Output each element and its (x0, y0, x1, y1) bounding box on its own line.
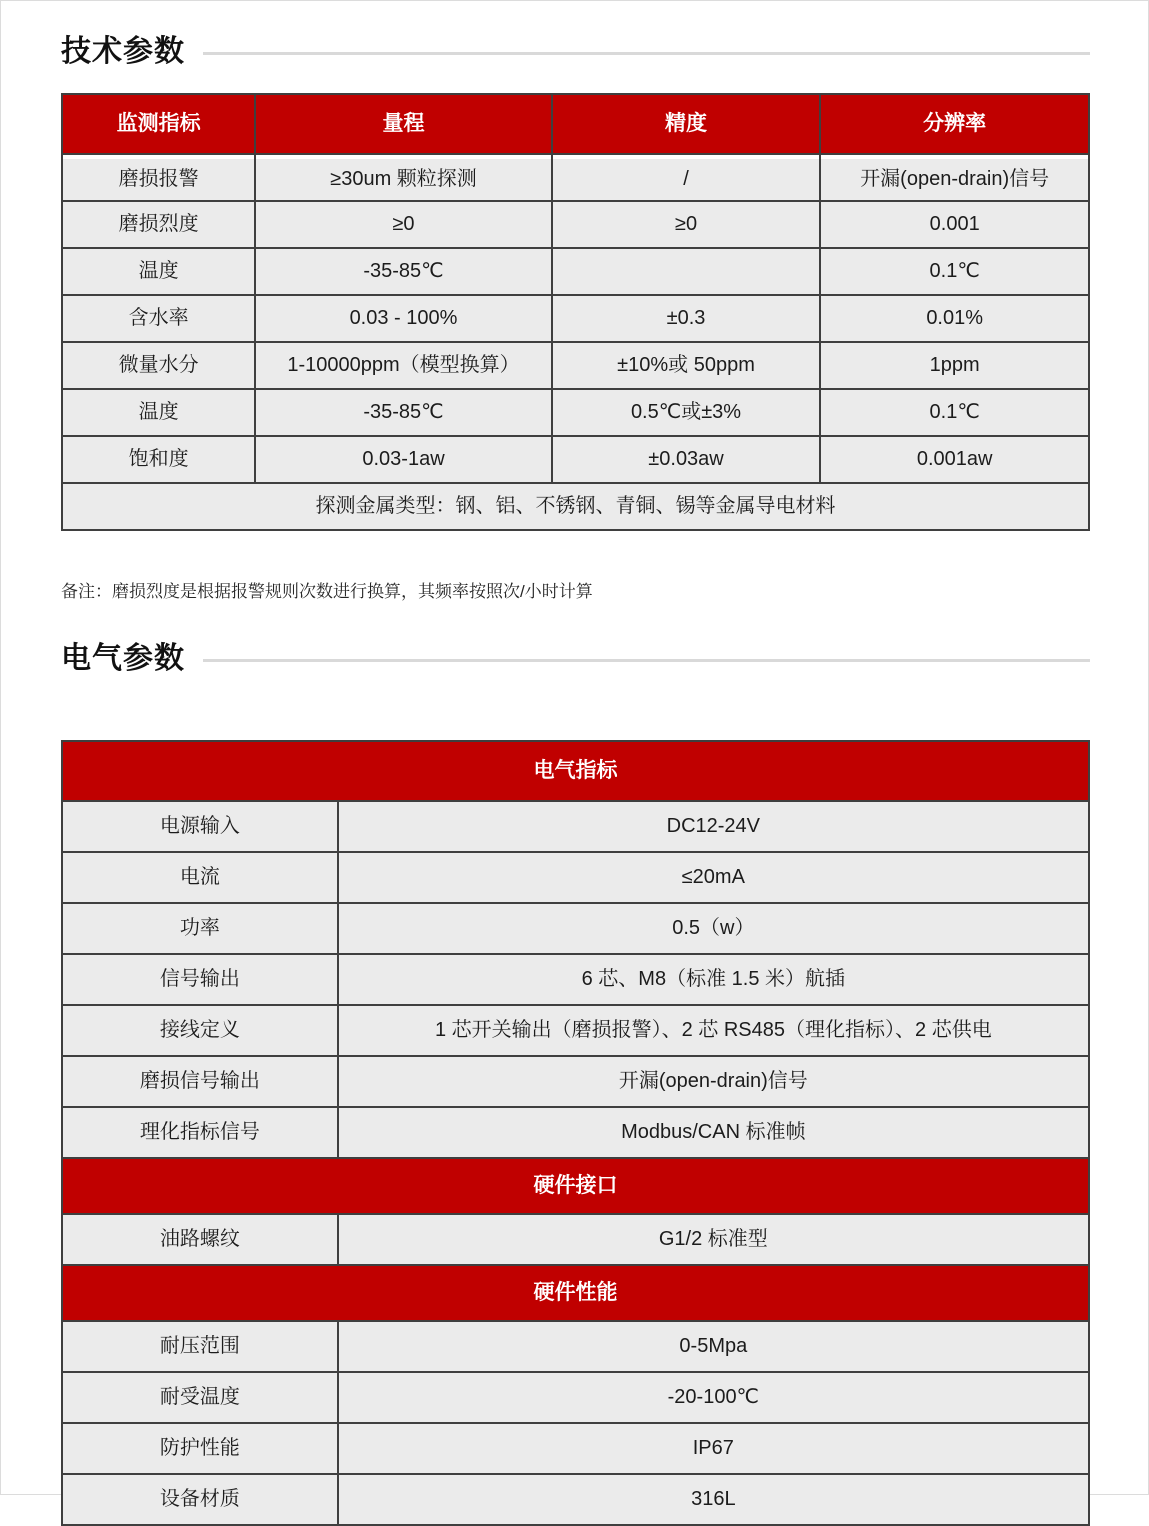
table-cell: ≥0 (553, 202, 820, 247)
row-label-cell: 设备材质 (63, 1475, 337, 1524)
column-header-cell: 监测指标 (63, 95, 254, 153)
column-header-cell: 分辨率 (821, 95, 1088, 153)
table-note: 备注：磨损烈度是根据报警规则次数进行换算，其频率按照次/小时计算 (61, 582, 593, 601)
table-cell: -35-85℃ (256, 390, 550, 435)
row-value-cell: 316L (339, 1475, 1088, 1524)
row-label-cell: 信号输出 (63, 955, 337, 1004)
table-cell: 温度 (63, 390, 254, 435)
row-label-cell: 接线定义 (63, 1006, 337, 1055)
row-label-cell: 理化指标信号 (63, 1108, 337, 1157)
electrical-section-header (61, 638, 1090, 680)
row-label-cell: 耐受温度 (63, 1373, 337, 1422)
electrical-section-title: 电气参数 (61, 642, 185, 675)
divider-rule (203, 659, 1090, 662)
row-label-cell: 油路螺纹 (63, 1215, 337, 1264)
row-label-cell: 电源输入 (63, 802, 337, 851)
table-cell: ≥0 (256, 202, 550, 247)
row-value-cell: Modbus/CAN 标准帧 (339, 1108, 1088, 1157)
table-cell: 0.001aw (821, 437, 1088, 482)
table-cell: ±0.3 (553, 296, 820, 341)
row-label-cell: 防护性能 (63, 1424, 337, 1473)
table-footer-cell: 探测金属类型：钢、铝、不锈钢、青铜、锡等金属导电材料 (63, 484, 1088, 529)
electrical-params-table (61, 740, 1090, 1526)
table-cell: ±10%或 50ppm (553, 343, 820, 388)
row-value-cell: 0.5（w） (339, 904, 1088, 953)
row-value-cell: G1/2 标准型 (339, 1215, 1088, 1264)
row-label-cell: 电流 (63, 853, 337, 902)
table-cell: 含水率 (63, 296, 254, 341)
row-value-cell: -20-100℃ (339, 1373, 1088, 1422)
table-cell: 0.03-1aw (256, 437, 550, 482)
section-header-cell: 硬件接口 (63, 1159, 1088, 1213)
table-cell: 0.001 (821, 202, 1088, 247)
divider-rule (203, 52, 1090, 55)
table-cell: ±0.03aw (553, 437, 820, 482)
table-cell: 1ppm (821, 343, 1088, 388)
tech-section-title: 技术参数 (61, 35, 185, 68)
row-label-cell: 功率 (63, 904, 337, 953)
table-cell: / (553, 155, 820, 200)
row-label-cell: 耐压范围 (63, 1322, 337, 1371)
table-cell: 磨损烈度 (63, 202, 254, 247)
table-cell: 饱和度 (63, 437, 254, 482)
table-cell: 微量水分 (63, 343, 254, 388)
row-value-cell: 6 芯、M8（标准 1.5 米）航插 (339, 955, 1088, 1004)
row-value-cell: IP67 (339, 1424, 1088, 1473)
table-cell: 磨损报警 (63, 155, 254, 200)
row-value-cell: DC12-24V (339, 802, 1088, 851)
table-cell: 0.1℃ (821, 390, 1088, 435)
section-header-cell: 硬件性能 (63, 1266, 1088, 1320)
table-cell: 0.5℃或±3% (553, 390, 820, 435)
column-header-cell: 精度 (553, 95, 820, 153)
table-cell: 0.1℃ (821, 249, 1088, 294)
table-title-cell: 电气指标 (63, 742, 1088, 800)
table-cell (553, 249, 820, 294)
column-header-cell: 量程 (256, 95, 550, 153)
table-cell: 开漏(open-drain)信号 (821, 155, 1088, 200)
row-value-cell: 0-5Mpa (339, 1322, 1088, 1371)
table-cell: 温度 (63, 249, 254, 294)
table-cell: 0.01% (821, 296, 1088, 341)
row-label-cell: 磨损信号输出 (63, 1057, 337, 1106)
row-value-cell: 1 芯开关输出（磨损报警）、2 芯 RS485（理化指标）、2 芯供电 (339, 1006, 1088, 1055)
table-cell: ≥30um 颗粒探测 (256, 155, 550, 200)
table-cell: 1-10000ppm（模型换算） (256, 343, 550, 388)
table-cell: 0.03 - 100% (256, 296, 550, 341)
row-value-cell: 开漏(open-drain)信号 (339, 1057, 1088, 1106)
tech-section-header (61, 31, 1090, 73)
row-value-cell: ≤20mA (339, 853, 1088, 902)
tech-params-table (61, 93, 1090, 531)
table-cell: -35-85℃ (256, 249, 550, 294)
